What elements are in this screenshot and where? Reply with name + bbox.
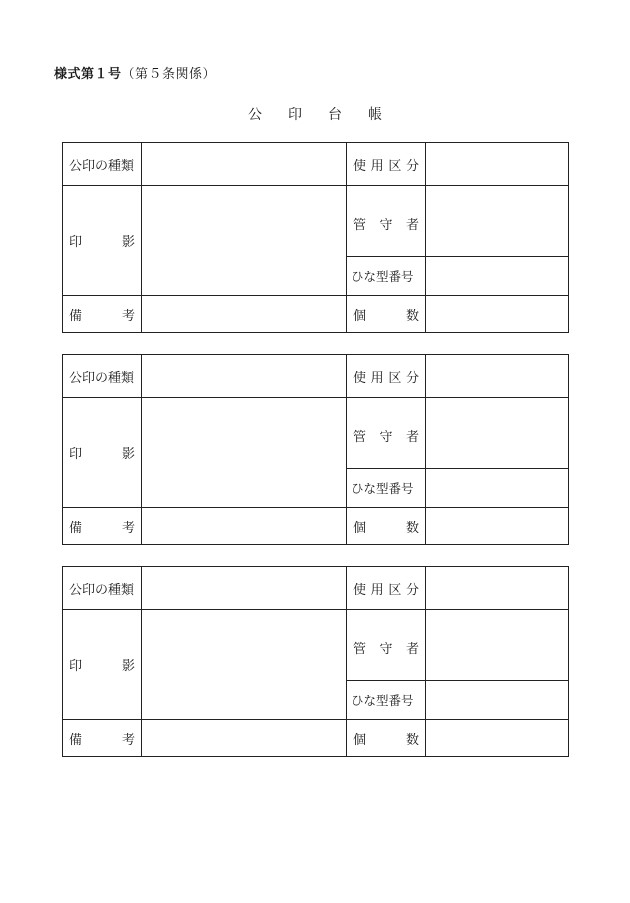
impression-label-char: 印 bbox=[69, 447, 83, 462]
quantity-label bbox=[347, 508, 426, 545]
usage-label-char: 用 bbox=[370, 370, 384, 386]
impression-label-char: 影 bbox=[121, 235, 135, 250]
usage-label-char: 区 bbox=[388, 370, 402, 386]
quantity-label bbox=[347, 296, 426, 333]
template-number-label: ひな型番号 bbox=[347, 257, 426, 296]
usage-label-char: 分 bbox=[405, 370, 419, 386]
seal-type-label: 公印の種類 bbox=[63, 143, 142, 186]
seal-type-label: 公印の種類 bbox=[63, 567, 142, 610]
usage-label-char: 用 bbox=[370, 158, 384, 174]
custodian-field[interactable] bbox=[426, 186, 569, 257]
remarks-label-char: 考 bbox=[121, 308, 135, 324]
remarks-label bbox=[63, 720, 142, 757]
custodian-label-char: 者 bbox=[405, 218, 419, 233]
custodian-label-char: 守 bbox=[379, 642, 393, 657]
custodian-label-char: 守 bbox=[379, 430, 393, 445]
quantity-label-char: 数 bbox=[405, 732, 419, 748]
usage-label-char: 使 bbox=[353, 582, 367, 598]
quantity-label-char: 個 bbox=[353, 732, 367, 748]
remarks-field[interactable] bbox=[142, 296, 347, 333]
seal-ledger-table bbox=[62, 566, 569, 757]
seal-type-field[interactable] bbox=[142, 355, 347, 398]
form-number-main: 様式第１号 bbox=[54, 67, 122, 82]
quantity-label-char: 個 bbox=[353, 308, 367, 324]
remarks-field[interactable] bbox=[142, 508, 347, 545]
template-number-field[interactable] bbox=[426, 257, 569, 296]
usage-label-char: 用 bbox=[370, 582, 384, 598]
custodian-label-char: 者 bbox=[405, 642, 419, 657]
quantity-label-char: 個 bbox=[353, 520, 367, 536]
impression-label-char: 印 bbox=[69, 235, 83, 250]
impression-label-char: 影 bbox=[121, 659, 135, 674]
remarks-label-char: 備 bbox=[69, 308, 83, 324]
custodian-label bbox=[347, 398, 426, 469]
document-title: 公印台帳 bbox=[248, 107, 408, 123]
template-number-field[interactable] bbox=[426, 681, 569, 720]
usage-label-char: 分 bbox=[405, 158, 419, 174]
seal-impression-label bbox=[63, 186, 142, 296]
usage-label-char: 区 bbox=[388, 158, 402, 174]
remarks-label bbox=[63, 296, 142, 333]
usage-label-char: 分 bbox=[405, 582, 419, 598]
usage-category-label bbox=[347, 355, 426, 398]
remarks-label-char: 備 bbox=[69, 732, 83, 748]
custodian-field[interactable] bbox=[426, 610, 569, 681]
quantity-field[interactable] bbox=[426, 720, 569, 757]
impression-label-char: 印 bbox=[69, 659, 83, 674]
usage-label-char: 区 bbox=[388, 582, 402, 598]
seal-type-field[interactable] bbox=[142, 567, 347, 610]
custodian-label-char: 守 bbox=[379, 218, 393, 233]
usage-category-label bbox=[347, 143, 426, 186]
template-number-label: ひな型番号 bbox=[347, 681, 426, 720]
seal-impression-field[interactable] bbox=[142, 610, 347, 720]
custodian-field[interactable] bbox=[426, 398, 569, 469]
remarks-label-char: 考 bbox=[121, 520, 135, 536]
usage-category-field[interactable] bbox=[426, 355, 569, 398]
usage-category-field[interactable] bbox=[426, 143, 569, 186]
usage-category-label bbox=[347, 567, 426, 610]
quantity-field[interactable] bbox=[426, 508, 569, 545]
usage-label-char: 使 bbox=[353, 158, 367, 174]
form-number-relation: （第５条関係） bbox=[121, 67, 217, 82]
usage-category-field[interactable] bbox=[426, 567, 569, 610]
quantity-field[interactable] bbox=[426, 296, 569, 333]
template-number-field[interactable] bbox=[426, 469, 569, 508]
quantity-label-char: 数 bbox=[405, 520, 419, 536]
custodian-label bbox=[347, 610, 426, 681]
custodian-label-char: 管 bbox=[353, 430, 367, 445]
usage-label-char: 使 bbox=[353, 370, 367, 386]
seal-type-label: 公印の種類 bbox=[63, 355, 142, 398]
quantity-label bbox=[347, 720, 426, 757]
seal-impression-field[interactable] bbox=[142, 398, 347, 508]
impression-label-char: 影 bbox=[121, 447, 135, 462]
remarks-label-char: 備 bbox=[69, 520, 83, 536]
seal-impression-field[interactable] bbox=[142, 186, 347, 296]
template-number-label: ひな型番号 bbox=[347, 469, 426, 508]
seal-impression-label bbox=[63, 398, 142, 508]
seal-impression-label bbox=[63, 610, 142, 720]
seal-ledger-table bbox=[62, 354, 569, 545]
remarks-label bbox=[63, 508, 142, 545]
custodian-label-char: 管 bbox=[353, 642, 367, 657]
quantity-label-char: 数 bbox=[405, 308, 419, 324]
seal-ledger-table bbox=[62, 142, 569, 333]
form-number bbox=[54, 63, 216, 82]
seal-type-field[interactable] bbox=[142, 143, 347, 186]
custodian-label-char: 者 bbox=[405, 430, 419, 445]
custodian-label-char: 管 bbox=[353, 218, 367, 233]
remarks-label-char: 考 bbox=[121, 732, 135, 748]
custodian-label bbox=[347, 186, 426, 257]
remarks-field[interactable] bbox=[142, 720, 347, 757]
